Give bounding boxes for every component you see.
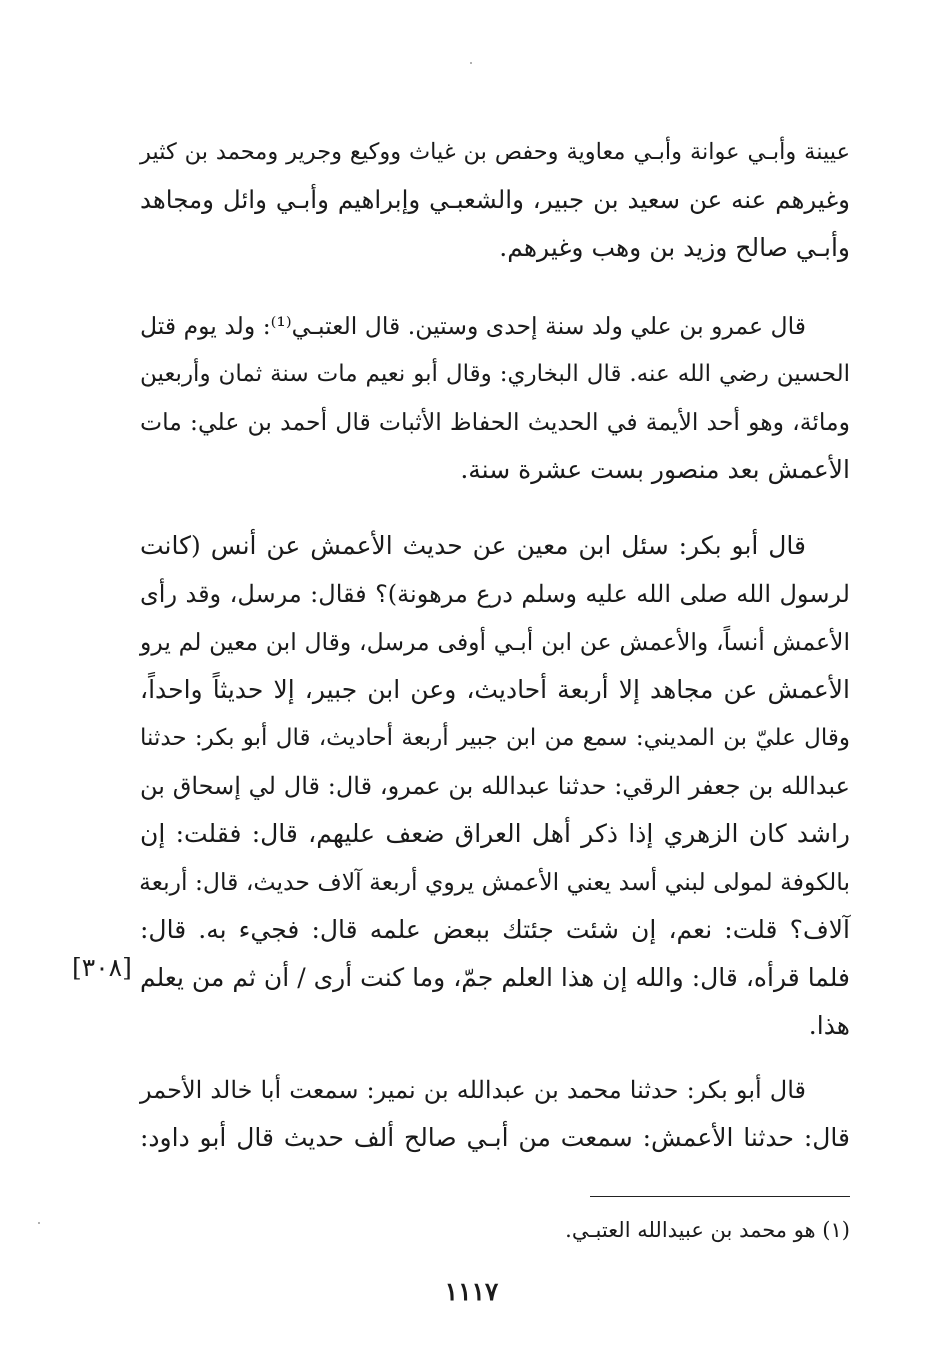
scan-speck — [38, 1222, 40, 1224]
text-line: لرسول الله صلى الله عليه وسلم درع مرهونة)؟ فقال: مرسل، وقد رأى — [140, 580, 850, 608]
margin-page-reference: [٣٠٨] — [72, 953, 132, 982]
scan-speck — [470, 62, 472, 64]
text-line: الأعمش عن مجاهد إلا أربعة أحاديث، وعن ابن جبير، إلا حديثاً واحداً، — [140, 675, 850, 704]
text-line: فلما قرأه، قال: والله إن هذا العلم جمّ، وما كنت أرى / أن ثم من يعلم — [140, 963, 850, 992]
text-line: عيينة وأبـي عوانة وأبـي معاوية وحفص بن غياث ووكيع وجرير ومحمد بن كثير — [140, 139, 850, 165]
footnote-divider — [590, 1196, 850, 1197]
text-line: قال أبو بكر: سئل ابن معين عن حديث الأعمش عن أنس (كانت — [140, 531, 806, 560]
text-line: آلاف؟ قلت: نعم، إن شئت جئتك ببعض علمه قال: فجيء به. قال: — [140, 915, 850, 944]
paragraph-1 — [140, 128, 850, 272]
text-line: عبدالله بن جعفر الرقي: حدثنا عبدالله بن عمرو، قال: قال لي إسحاق بن — [140, 772, 850, 800]
paragraph-4 — [140, 1066, 850, 1162]
text-line: راشد كان الزهري إذا ذكر أهل العراق ضعف عليهم، قال: فقلت: إن — [140, 819, 850, 848]
text-line: ومائة، وهو أحد الأيمة في الحديث الحفاظ الأثبات قال أحمد بن علي: مات — [140, 408, 850, 436]
text-line: قال: حدثنا الأعمش: سمعت من أبـي صالح ألف حديث قال أبو داود: — [140, 1123, 850, 1152]
page-number: ١١١٧ — [444, 1277, 499, 1306]
text-line: وأبـي صالح وزيد بن وهب وغيرهم. — [499, 233, 850, 262]
text-line: قال أبو بكر: حدثنا محمد بن عبدالله بن نمير: سمعت أبا خالد الأحمر — [140, 1076, 806, 1104]
text-line: وقال عليّ بن المديني: سمع من ابن جبير أربعة أحاديث، قال أبو بكر: حدثنا — [140, 725, 850, 751]
text-line: قال عمرو بن علي ولد سنة إحدى وستين. قال العتبـي⁽¹⁾: ولد يوم قتل — [140, 312, 807, 340]
text-line: الأعمش أنساً، والأعمش عن ابن أبـي أوفى مرسل، وقال ابن معين لم يرو — [140, 628, 850, 656]
footnote: (١) هو محمد بن عبيدالله العتبـي. — [565, 1218, 850, 1242]
text-line: الأعمش بعد منصور بست عشرة سنة. — [460, 455, 850, 484]
paragraph-3 — [140, 522, 850, 1050]
text-line: بالكوفة لمولى لبني أسد يعني الأعمش يروي أربعة آلاف حديث، قال: أربعة — [139, 868, 850, 896]
paragraph-2 — [140, 302, 850, 494]
text-line: هذا. — [808, 1011, 850, 1040]
text-line: الحسين رضي الله عنه. قال البخاري: وقال أبو نعيم مات سنة ثمان وأربعين — [140, 361, 850, 387]
text-line: وغيرهم عنه عن سعيد بن جبير، والشعبـي وإبراهيم وأبـي وائل ومجاهد — [140, 185, 850, 214]
